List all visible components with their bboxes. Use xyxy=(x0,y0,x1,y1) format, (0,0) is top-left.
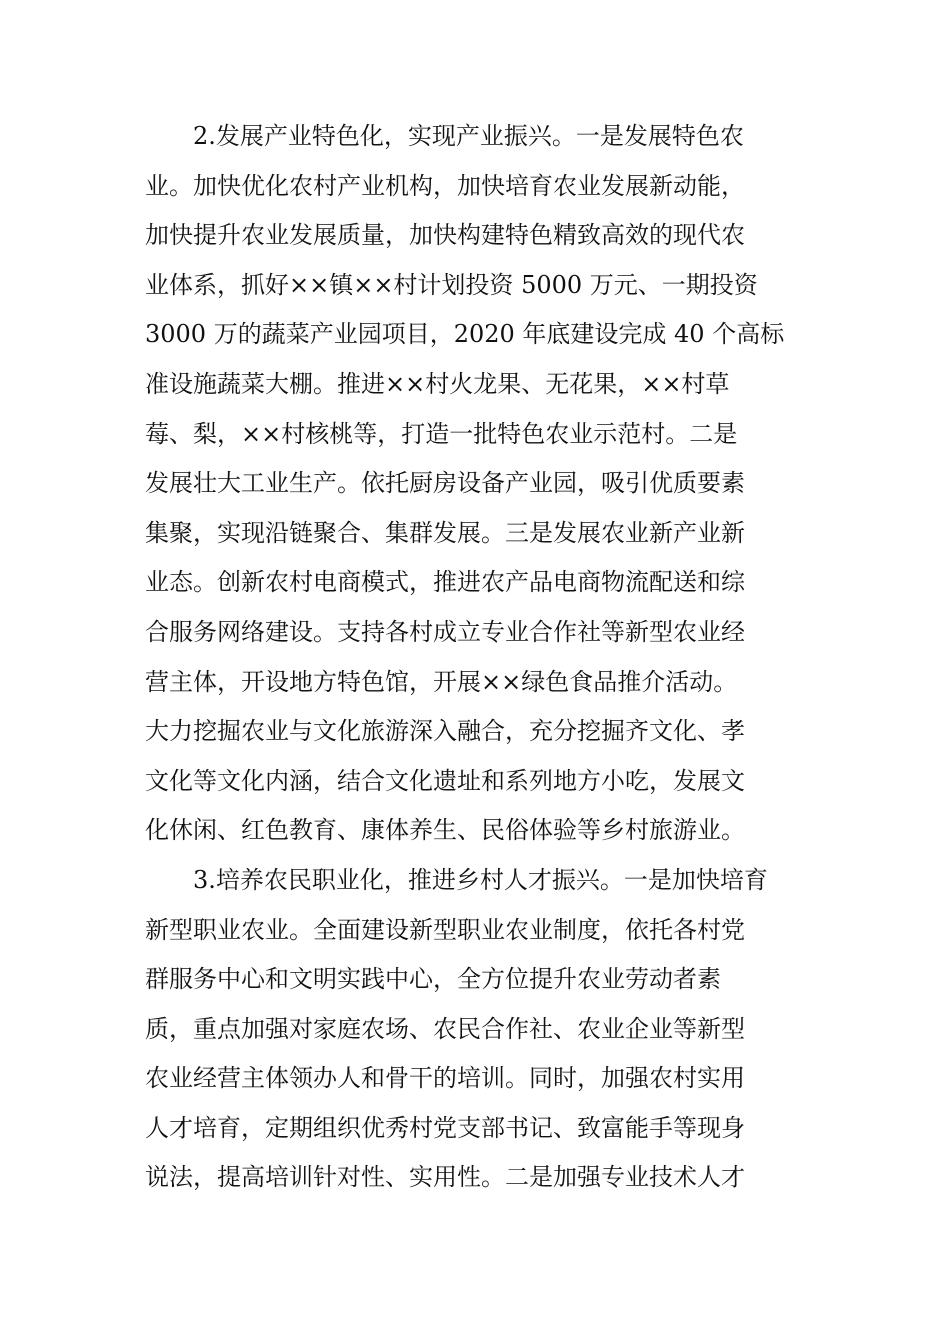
paragraph-3-line-7: 说法，提高培训针对性、实用性。二是加强专业技术人才 xyxy=(145,1163,745,1192)
paragraph-2-line-7: 莓、梨，××村核桃等，打造一批特色农业示范村。二是 xyxy=(145,419,738,448)
paragraph-2-line-14: 文化等文化内涵，结合文化遗址和系列地方小吃，发展文 xyxy=(145,766,745,795)
paragraph-3-line-5: 农业经营主体领办人和骨干的培训。同时，加强农村实用 xyxy=(145,1064,745,1093)
document-body xyxy=(145,112,805,1203)
paragraph-3-line-4: 质，重点加强对家庭农场、农民合作社、农业企业等新型 xyxy=(145,1014,745,1043)
paragraph-2-line-15: 化休闲、红色教育、康体养生、民俗体验等乡村旅游业。 xyxy=(145,816,745,845)
paragraph-2-line-10: 业态。创新农村电商模式，推进农产品电商物流配送和综 xyxy=(145,568,745,597)
paragraph-2-line-9: 集聚，实现沿链聚合、集群发展。三是发展农业新产业新 xyxy=(145,518,745,547)
paragraph-2-line-1: 2.发展产业特色化，实现产业振兴。一是发展特色农 xyxy=(193,122,744,150)
paragraph-3-line-3: 群服务中心和文明实践中心，全方位提升农业劳动者素 xyxy=(145,965,721,994)
paragraph-2-line-4: 业体系，抓好××镇××村计划投资 5000 万元、一期投资 xyxy=(145,270,758,299)
paragraph-3-line-1: 3.培养农民职业化，推进乡村人才振兴。一是加快培育 xyxy=(193,865,768,894)
paragraph-2-line-12: 营主体，开设地方特色馆，开展××绿色食品推介活动。 xyxy=(145,667,738,696)
paragraph-2-line-5: 3000 万的蔬菜产业园项目，2020 年底建设完成 40 个高标 xyxy=(145,320,785,349)
paragraph-2-line-8: 发展壮大工业生产。依托厨房设备产业园，吸引优质要素 xyxy=(145,469,745,498)
paragraph-2-line-6: 准设施蔬菜大棚。推进××村火龙果、无花果，××村草 xyxy=(145,369,730,398)
paragraph-2-line-2: 业。加快优化农村产业机构，加快培育农业发展新动能， xyxy=(145,171,745,200)
paragraph-2-line-3: 加快提升农业发展质量，加快构建特色精致高效的现代农 xyxy=(145,221,745,250)
paragraph-3-line-2: 新型职业农业。全面建设新型职业农业制度，依托各村党 xyxy=(145,915,745,944)
paragraph-2-line-11: 合服务网络建设。支持各村成立专业合作社等新型农业经 xyxy=(145,617,745,646)
paragraph-2-line-13: 大力挖掘农业与文化旅游深入融合，充分挖掘齐文化、孝 xyxy=(145,717,745,746)
paragraph-3-line-6: 人才培育，定期组织优秀村党支部书记、致富能手等现身 xyxy=(145,1113,745,1142)
